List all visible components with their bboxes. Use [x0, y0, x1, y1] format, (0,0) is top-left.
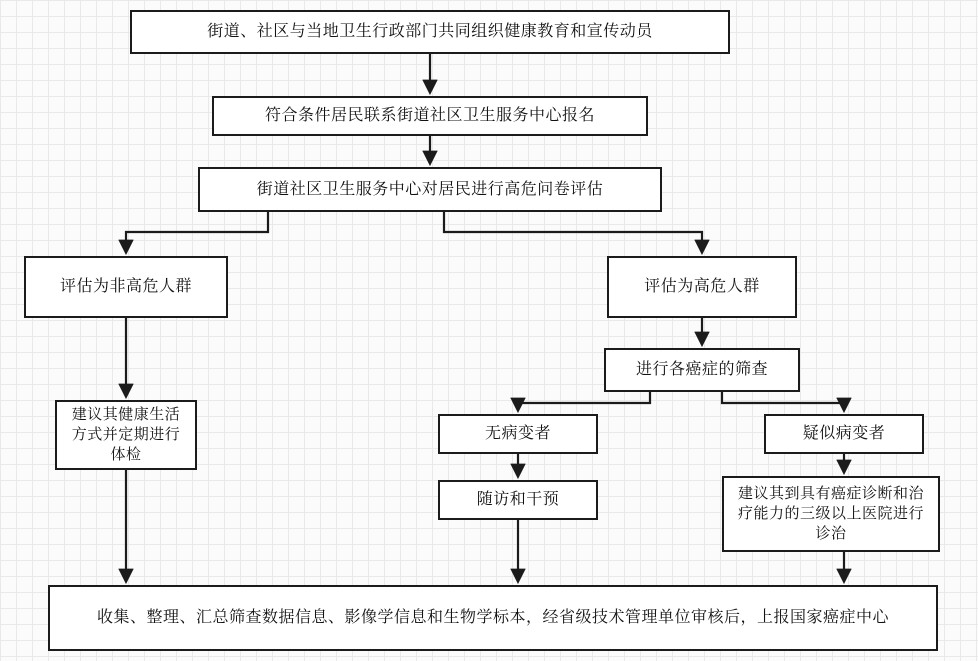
- node-questionnaire-assessment[interactable]: 街道社区卫生服务中心对居民进行高危问卷评估: [198, 167, 662, 212]
- node-cancer-screening[interactable]: 进行各癌症的筛查: [604, 348, 800, 392]
- edge-n6-n9: [722, 392, 844, 410]
- node-no-lesion[interactable]: 无病变者: [438, 414, 598, 454]
- node-high-risk[interactable]: 评估为高危人群: [607, 256, 797, 318]
- node-non-high-risk[interactable]: 评估为非高危人群: [24, 256, 228, 318]
- node-suspected-lesion[interactable]: 疑似病变者: [764, 414, 924, 454]
- node-referral-hospital[interactable]: 建议其到具有癌症诊断和治疗能力的三级以上医院进行诊治: [722, 476, 940, 552]
- node-followup-intervention[interactable]: 随访和干预: [438, 480, 598, 520]
- node-data-reporting[interactable]: 收集、整理、汇总筛查数据信息、影像学信息和生物学标本，经省级技术管理单位审核后，上报国家癌症中心: [48, 585, 938, 651]
- node-mobilization[interactable]: 街道、社区与当地卫生行政部门共同组织健康教育和宣传动员: [130, 10, 730, 54]
- node-healthy-lifestyle-advice[interactable]: 建议其健康生活方式并定期进行体检: [55, 400, 197, 470]
- edge-n3-n4: [126, 212, 268, 252]
- edge-n3-n5: [444, 212, 702, 252]
- edge-n6-n8: [518, 392, 650, 410]
- node-registration[interactable]: 符合条件居民联系街道社区卫生服务中心报名: [212, 96, 648, 136]
